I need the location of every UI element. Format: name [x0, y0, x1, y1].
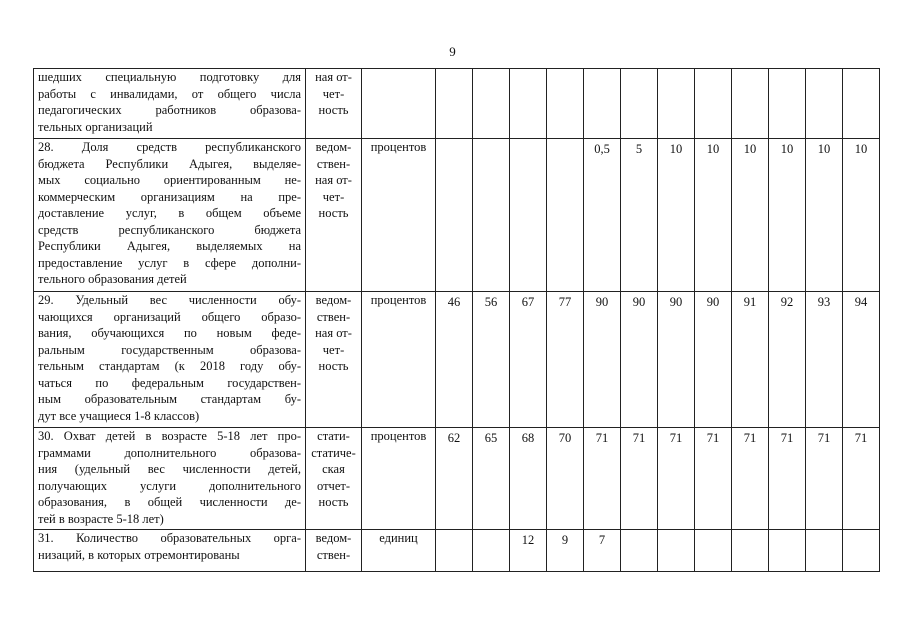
value-cell — [658, 69, 695, 139]
source-cell — [306, 428, 362, 530]
indicator-line: коммерческим организациям на пре- — [38, 189, 301, 204]
value-cell — [547, 69, 584, 139]
value-cell: 71 — [732, 428, 769, 530]
value-cell: 56 — [473, 292, 510, 428]
source-line: статиче- — [311, 445, 356, 460]
value-cell: 71 — [621, 428, 658, 530]
table-row — [34, 428, 880, 530]
value-cell — [436, 530, 473, 572]
value-cell — [732, 530, 769, 572]
indicator-cell — [34, 428, 306, 530]
source-line: стати- — [317, 429, 350, 443]
value-cell: 9 — [547, 530, 584, 572]
value-cell — [621, 69, 658, 139]
value-cell: 71 — [769, 428, 806, 530]
indicator-line: дут все учащиеся 1-8 классов) — [38, 408, 200, 423]
value-cell — [547, 139, 584, 292]
indicator-line: 31. Количество образовательных орга- — [38, 531, 301, 545]
value-cell: 10 — [732, 139, 769, 292]
value-cell — [843, 530, 880, 572]
source-cell — [306, 530, 362, 572]
source-line: ведом- — [315, 293, 352, 307]
indicator-line: шедших специальную подготовку для — [38, 70, 301, 84]
value-cell — [436, 139, 473, 292]
value-cell: 91 — [732, 292, 769, 428]
indicator-line: мых социально ориентированным не- — [38, 173, 301, 187]
source-line: ствен- — [316, 156, 351, 171]
value-cell: 93 — [806, 292, 843, 428]
value-cell: 65 — [473, 428, 510, 530]
table-row — [34, 69, 880, 139]
indicator-line: граммами дополнительного образова- — [38, 445, 301, 460]
value-cell: 90 — [658, 292, 695, 428]
value-cell — [510, 69, 547, 139]
value-cell: 90 — [695, 292, 732, 428]
source-line: ность — [318, 103, 349, 117]
indicators-table — [33, 68, 880, 572]
indicator-line: тей в возрасте 5-18 лет) — [38, 511, 164, 526]
value-cell — [806, 530, 843, 572]
value-cell: 71 — [584, 428, 621, 530]
unit-cell — [362, 69, 436, 139]
value-cell — [695, 69, 732, 139]
source-line: ная от- — [315, 326, 352, 340]
indicator-line: ным образовательным стандартам бу- — [38, 392, 301, 406]
value-cell: 90 — [584, 292, 621, 428]
value-cell — [806, 69, 843, 139]
unit-cell: процентов — [362, 428, 436, 530]
value-cell — [732, 69, 769, 139]
indicator-cell — [34, 530, 306, 572]
value-cell: 10 — [843, 139, 880, 292]
table-row — [34, 292, 880, 428]
value-cell: 67 — [510, 292, 547, 428]
value-cell: 77 — [547, 292, 584, 428]
value-cell — [436, 69, 473, 139]
indicator-line: вания, обучающихся по новым феде- — [38, 326, 301, 340]
value-cell: 46 — [436, 292, 473, 428]
table-row — [34, 530, 880, 572]
indicator-line: 29. Удельный вес численности обу- — [38, 293, 301, 307]
value-cell — [473, 139, 510, 292]
value-cell: 10 — [695, 139, 732, 292]
source-line: чет- — [322, 86, 345, 101]
value-cell: 70 — [547, 428, 584, 530]
source-line: ность — [318, 206, 349, 220]
value-cell: 94 — [843, 292, 880, 428]
value-cell: 62 — [436, 428, 473, 530]
source-cell — [306, 69, 362, 139]
indicator-line: доставление услуг, в общем объеме — [38, 206, 301, 220]
source-cell — [306, 292, 362, 428]
source-line: ская — [322, 462, 345, 476]
indicator-line: 28. Доля средств республиканского — [38, 140, 301, 154]
indicator-line: предоставление услуг в сфере дополни- — [38, 255, 301, 270]
value-cell — [769, 530, 806, 572]
indicator-line: работы с инвалидами, от общего числа — [38, 86, 301, 101]
page-number: 9 — [449, 44, 456, 59]
value-cell: 10 — [806, 139, 843, 292]
value-cell — [843, 69, 880, 139]
indicator-line: образования, в общей численности де- — [38, 495, 301, 509]
value-cell: 10 — [658, 139, 695, 292]
indicator-line: ния (удельный вес численности детей, — [38, 462, 301, 476]
indicator-line: Республики Адыгея, выделяемых на — [38, 239, 301, 253]
unit-cell: единиц — [362, 530, 436, 572]
source-line: ная от- — [315, 173, 352, 187]
indicator-line: чающихся организаций общего образо- — [38, 309, 301, 324]
value-cell: 71 — [695, 428, 732, 530]
value-cell: 7 — [584, 530, 621, 572]
value-cell: 71 — [843, 428, 880, 530]
source-line: чет- — [322, 342, 345, 357]
value-cell — [473, 69, 510, 139]
value-cell — [473, 530, 510, 572]
indicator-line: низаций, в которых отремонтированы — [38, 547, 240, 562]
source-line: ность — [318, 359, 349, 373]
value-cell: 68 — [510, 428, 547, 530]
source-line: ствен- — [316, 309, 351, 324]
table-body — [34, 69, 880, 572]
source-line: ствен- — [316, 547, 351, 562]
unit-cell: процентов — [362, 139, 436, 292]
indicator-cell — [34, 292, 306, 428]
table-row — [34, 139, 880, 292]
value-cell: 5 — [621, 139, 658, 292]
indicator-line: тельных организаций — [38, 119, 153, 134]
source-line: ная от- — [315, 70, 352, 84]
value-cell — [510, 139, 547, 292]
indicator-line: педагогических работников образова- — [38, 103, 301, 117]
indicator-line: 30. Охват детей в возрасте 5-18 лет про- — [38, 429, 301, 443]
source-line: ведом- — [315, 140, 352, 154]
value-cell — [658, 530, 695, 572]
value-cell: 12 — [510, 530, 547, 572]
indicator-line: ральным государственным образова- — [38, 342, 301, 357]
source-cell — [306, 139, 362, 292]
value-cell: 71 — [658, 428, 695, 530]
indicator-line: чаться по федеральным государствен- — [38, 375, 301, 390]
indicator-line: тельного образования детей — [38, 272, 187, 286]
value-cell — [584, 69, 621, 139]
source-line: ность — [318, 495, 349, 509]
source-line: ведом- — [315, 531, 352, 545]
value-cell: 90 — [621, 292, 658, 428]
value-cell: 92 — [769, 292, 806, 428]
indicator-line: получающих услуги дополнительного — [38, 478, 301, 493]
value-cell: 0,5 — [584, 139, 621, 292]
indicator-line: средств республиканского бюджета — [38, 222, 301, 237]
source-line: отчет- — [316, 478, 350, 493]
indicator-line: бюджета Республики Адыгея, выделяе- — [38, 156, 301, 171]
value-cell: 71 — [806, 428, 843, 530]
value-cell — [769, 69, 806, 139]
indicator-cell — [34, 139, 306, 292]
unit-cell: процентов — [362, 292, 436, 428]
indicator-line: тельным стандартам (к 2018 году обу- — [38, 359, 301, 373]
indicator-cell — [34, 69, 306, 139]
value-cell: 10 — [769, 139, 806, 292]
value-cell — [621, 530, 658, 572]
source-line: чет- — [322, 189, 345, 204]
value-cell — [695, 530, 732, 572]
